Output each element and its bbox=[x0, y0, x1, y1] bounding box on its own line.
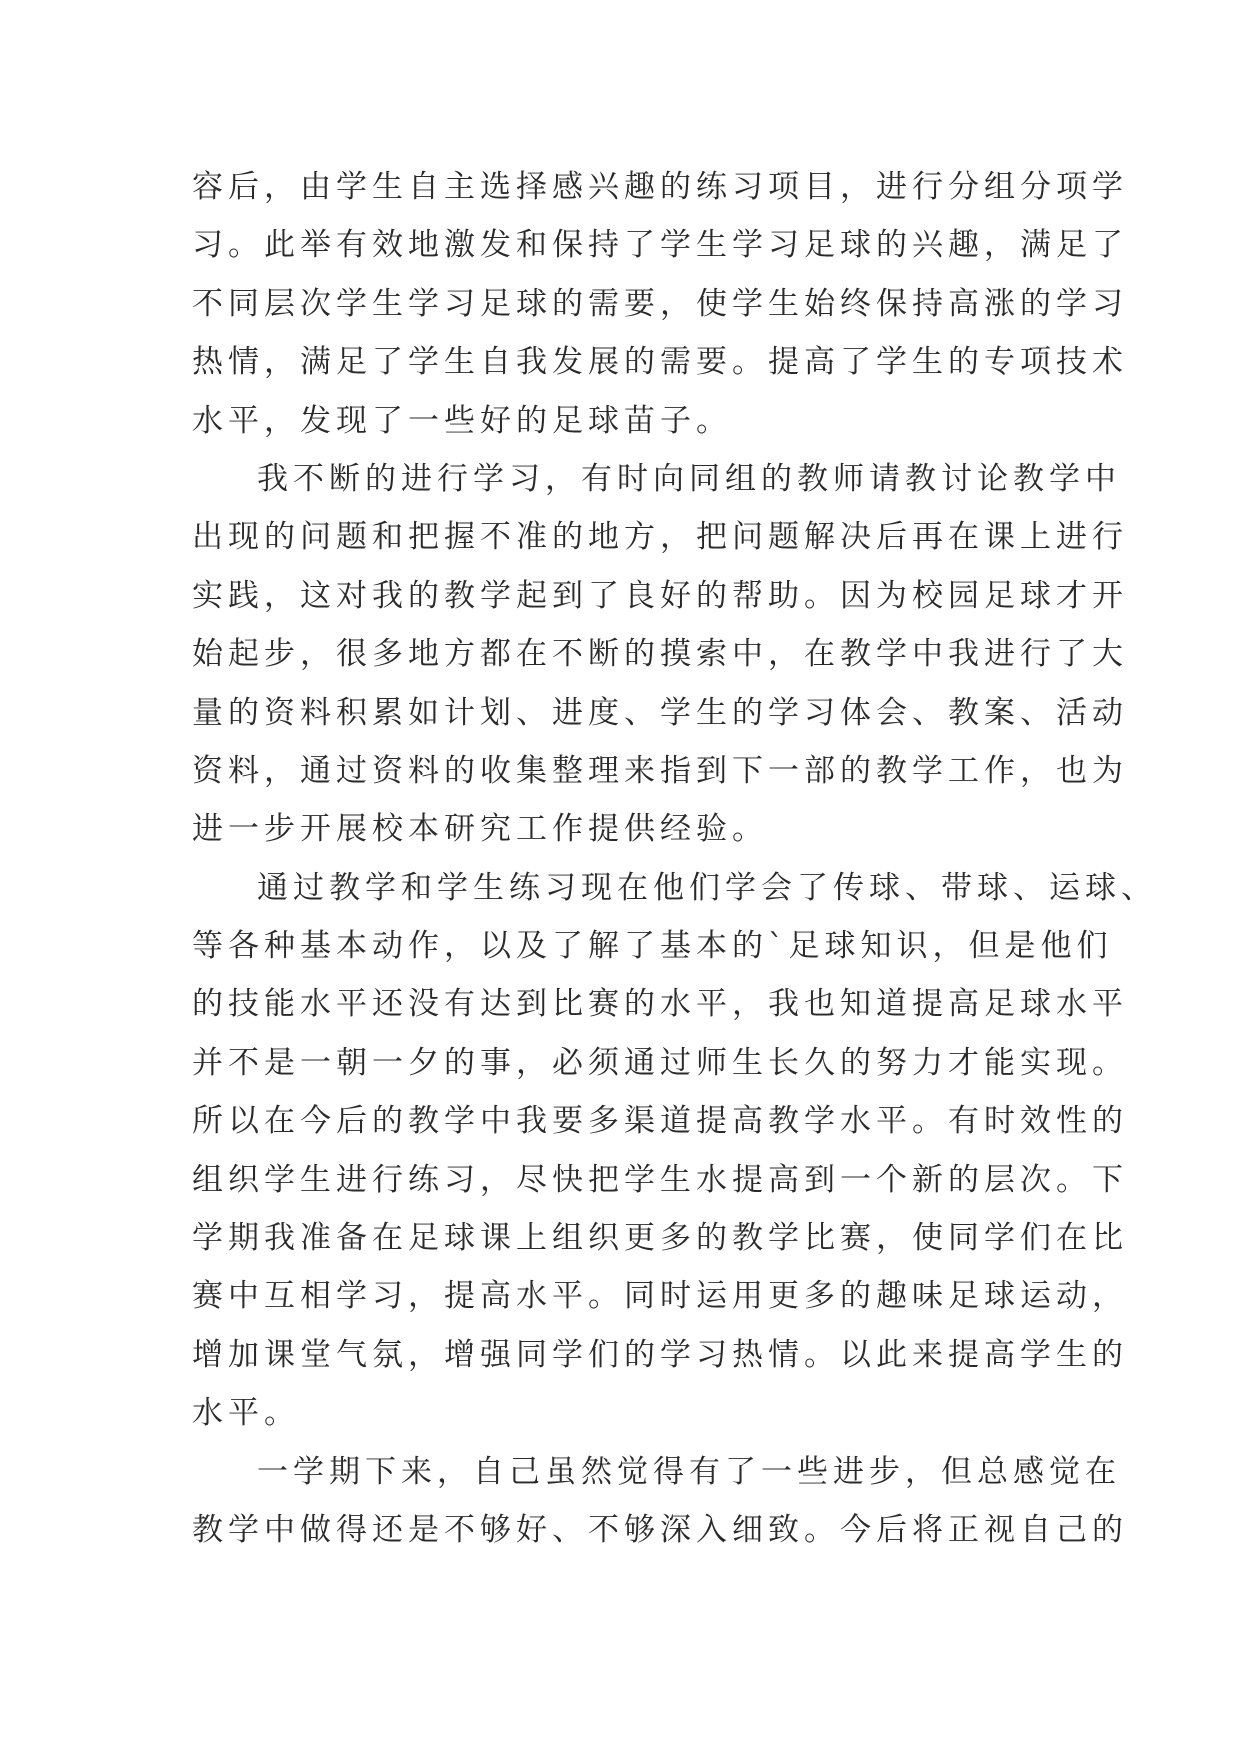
text-line: 水平，发现了一些好的足球苗子。 bbox=[192, 402, 732, 439]
text-line: 组织学生进行练习，尽快把学生水提高到一个新的层次。下 bbox=[192, 1161, 1128, 1198]
text-line: 不同层次学生学习足球的需要，使学生始终保持高涨的学习 bbox=[192, 285, 1128, 322]
text-line: 增加课堂气氛，增强同学们的学习热情。以此来提高学生的 bbox=[192, 1336, 1128, 1373]
text-line: 热情，满足了学生自我发展的需要。提高了学生的专项技术 bbox=[192, 344, 1128, 381]
paragraph-start-line: 我不断的进行学习，有时向同组的教师请教讨论教学中 bbox=[257, 460, 1121, 497]
text-line: 实践，这对我的教学起到了良好的帮助。因为校园足球才开 bbox=[192, 577, 1128, 614]
text-line: 赛中互相学习，提高水平。同时运用更多的趣味足球运动， bbox=[192, 1278, 1128, 1315]
text-line: 资料，通过资料的收集整理来指到下一部的教学工作，也为 bbox=[192, 752, 1128, 789]
text-line: 始起步，很多地方都在不断的摸索中，在教学中我进行了大 bbox=[192, 636, 1128, 673]
text-line: 并不是一朝一夕的事，必须通过师生长久的努力才能实现。 bbox=[192, 1044, 1128, 1081]
text-line: 水平。 bbox=[192, 1395, 300, 1432]
text-line: 出现的问题和把握不准的地方，把问题解决后再在课上进行 bbox=[192, 519, 1128, 556]
text-line: 学期我准备在足球课上组织更多的教学比赛，使同学们在比 bbox=[192, 1220, 1128, 1257]
text-line: 进一步开展校本研究工作提供经验。 bbox=[192, 811, 768, 848]
text-line: 等各种基本动作，以及了解了基本的`足球知识，但是他们 bbox=[192, 928, 1113, 965]
document-body bbox=[192, 158, 1157, 1559]
text-line: 的技能水平还没有达到比赛的水平，我也知道提高足球水平 bbox=[192, 986, 1128, 1023]
text-line: 容后，由学生自主选择感兴趣的练习项目，进行分组分项学 bbox=[192, 169, 1128, 205]
paragraph-start-line: 通过教学和学生练习现在他们学会了传球、带球、运球、 bbox=[257, 869, 1157, 906]
text-line: 所以在今后的教学中我要多渠道提高教学水平。有时效性的 bbox=[192, 1103, 1128, 1140]
text-line: 量的资料积累如计划、进度、学生的学习体会、教案、活动 bbox=[192, 694, 1128, 731]
text-line: 习。此举有效地激发和保持了学生学习足球的兴趣，满足了 bbox=[192, 227, 1128, 264]
text-line: 教学中做得还是不够好、不够深入细致。今后将正视自己的 bbox=[192, 1511, 1128, 1548]
paragraph-start-line: 一学期下来，自己虽然觉得有了一些进步，但总感觉在 bbox=[257, 1453, 1121, 1490]
